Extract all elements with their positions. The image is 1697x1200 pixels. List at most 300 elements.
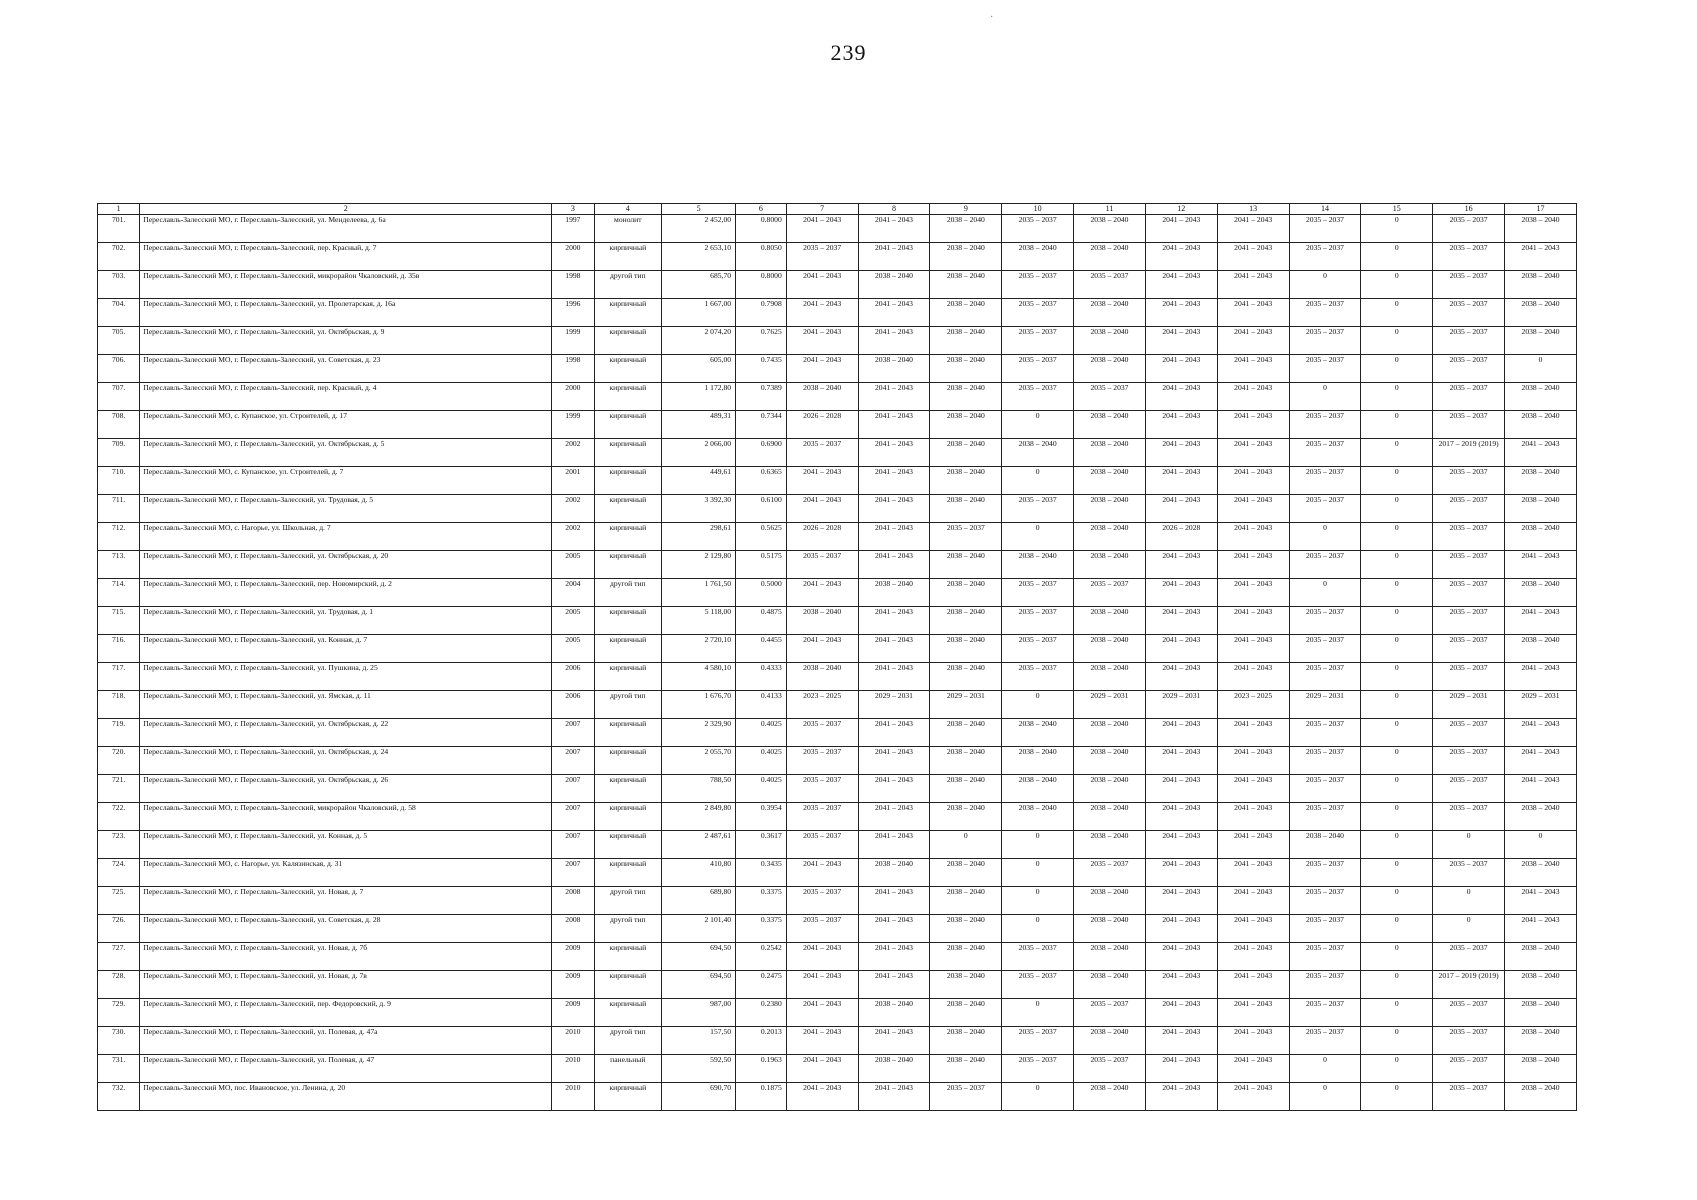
table-cell: 0 bbox=[1505, 355, 1577, 383]
table-cell: 0 bbox=[1361, 551, 1433, 579]
table-cell: 2035 – 2037 bbox=[1002, 971, 1074, 999]
table-cell: 2007 bbox=[552, 747, 594, 775]
table-cell: 2038 – 2040 bbox=[858, 1055, 930, 1083]
column-number-cell: 8 bbox=[858, 204, 930, 215]
column-number-cell: 11 bbox=[1074, 204, 1146, 215]
table-cell: кирпичный bbox=[594, 635, 662, 663]
table-cell: 690,70 bbox=[662, 1083, 736, 1111]
table-cell: 449,61 bbox=[662, 467, 736, 495]
table-cell: 2041 – 2043 bbox=[1505, 243, 1577, 271]
table-cell: 2035 – 2037 bbox=[1074, 271, 1146, 299]
row-number-cell: 716. bbox=[98, 635, 140, 663]
table-cell: 0.6900 bbox=[736, 439, 787, 467]
table-cell: 2035 – 2037 bbox=[1433, 271, 1505, 299]
row-number-cell: 732. bbox=[98, 1083, 140, 1111]
table-cell: 2035 – 2037 bbox=[1433, 607, 1505, 635]
table-cell: 2041 – 2043 bbox=[1217, 1027, 1289, 1055]
table-cell: 2041 – 2043 bbox=[858, 663, 930, 691]
table-cell: 2038 – 2040 bbox=[1505, 859, 1577, 887]
table-cell: 2041 – 2043 bbox=[1217, 747, 1289, 775]
table-cell: 2038 – 2040 bbox=[1074, 803, 1146, 831]
table-cell: 2035 – 2037 bbox=[1289, 663, 1361, 691]
table-cell: 2038 – 2040 bbox=[1505, 1083, 1577, 1111]
address-cell: Переславль-Залесский МО, г. Переславль-Залесский, ул. Менделеева, д. 6а bbox=[140, 215, 552, 243]
table-cell: 2041 – 2043 bbox=[1145, 915, 1217, 943]
table-cell: 2038 – 2040 bbox=[786, 383, 858, 411]
table-cell: 0 bbox=[1002, 887, 1074, 915]
table-cell: 2038 – 2040 bbox=[1074, 831, 1146, 859]
table-cell: 2038 – 2040 bbox=[1074, 747, 1146, 775]
table-cell: 2035 – 2037 bbox=[1433, 355, 1505, 383]
address-cell: Переславль-Залесский МО, г. Переславль-Залесский, ул. Советская, д. 28 bbox=[140, 915, 552, 943]
table-cell: 2038 – 2040 bbox=[930, 215, 1002, 243]
table-cell: 2038 – 2040 bbox=[858, 579, 930, 607]
table-cell: кирпичный bbox=[594, 383, 662, 411]
row-number-cell: 703. bbox=[98, 271, 140, 299]
table-cell: 2029 – 2031 bbox=[858, 691, 930, 719]
table-cell: 2002 bbox=[552, 523, 594, 551]
table-cell: 2035 – 2037 bbox=[1289, 859, 1361, 887]
column-number-cell: 3 bbox=[552, 204, 594, 215]
row-number-cell: 714. bbox=[98, 579, 140, 607]
table-cell: 2035 – 2037 bbox=[1433, 747, 1505, 775]
table-row bbox=[98, 1083, 1577, 1111]
table-cell: 2041 – 2043 bbox=[858, 1083, 930, 1111]
table-cell: 2035 – 2037 bbox=[786, 831, 858, 859]
table-cell: 2041 – 2043 bbox=[1145, 215, 1217, 243]
address-cell: Переславль-Залесский МО, г. Переславль-Залесский, микрорайон Чкаловский, д. 35в bbox=[140, 271, 552, 299]
table-cell: 1997 bbox=[552, 215, 594, 243]
table-cell: 2041 – 2043 bbox=[1145, 719, 1217, 747]
table-cell: 2041 – 2043 bbox=[858, 915, 930, 943]
table-cell: 2 101,40 bbox=[662, 915, 736, 943]
table-cell: 1 761,50 bbox=[662, 579, 736, 607]
table-cell: 0 bbox=[1361, 355, 1433, 383]
table-cell: 2041 – 2043 bbox=[1145, 299, 1217, 327]
table-cell: 2 487,61 bbox=[662, 831, 736, 859]
row-number-cell: 715. bbox=[98, 607, 140, 635]
column-number-cell: 6 bbox=[736, 204, 787, 215]
row-number-cell: 728. bbox=[98, 971, 140, 999]
table-cell: 2041 – 2043 bbox=[1505, 439, 1577, 467]
table-cell: другой тип bbox=[594, 915, 662, 943]
table-cell: 2038 – 2040 bbox=[1074, 551, 1146, 579]
table-cell: 2041 – 2043 bbox=[1217, 775, 1289, 803]
table-cell: 2035 – 2037 bbox=[1289, 635, 1361, 663]
table-cell: 2041 – 2043 bbox=[1145, 1055, 1217, 1083]
table-row bbox=[98, 663, 1577, 691]
table-cell: 2038 – 2040 bbox=[1074, 299, 1146, 327]
table-cell: 2 849,80 bbox=[662, 803, 736, 831]
table-cell: 2041 – 2043 bbox=[858, 831, 930, 859]
table-cell: кирпичный bbox=[594, 411, 662, 439]
table-cell: 0 bbox=[1361, 411, 1433, 439]
table-cell: 2035 – 2037 bbox=[1289, 943, 1361, 971]
address-cell: Переславль-Залесский МО, г. Переславль-Залесский, ул. Полевая, д. 47 bbox=[140, 1055, 552, 1083]
table-cell: 2038 – 2040 bbox=[1074, 1027, 1146, 1055]
table-cell: 2041 – 2043 bbox=[1217, 831, 1289, 859]
table-cell: 0 bbox=[1361, 635, 1433, 663]
table-cell: 2038 – 2040 bbox=[1002, 775, 1074, 803]
table-cell: 2035 – 2037 bbox=[1433, 579, 1505, 607]
table-cell: 2038 – 2040 bbox=[1505, 1055, 1577, 1083]
table-cell: 0.3435 bbox=[736, 859, 787, 887]
table-cell: 2038 – 2040 bbox=[1505, 467, 1577, 495]
table-cell: 2035 – 2037 bbox=[786, 803, 858, 831]
table-row bbox=[98, 271, 1577, 299]
table-cell: 2035 – 2037 bbox=[1433, 299, 1505, 327]
table-cell: 2035 – 2037 bbox=[1433, 327, 1505, 355]
address-cell: Переславль-Залесский МО, г. Переславль-Залесский, ул. Октябрьская, д. 26 bbox=[140, 775, 552, 803]
table-cell: 2035 – 2037 bbox=[1289, 411, 1361, 439]
table-cell: 0 bbox=[1361, 831, 1433, 859]
table-cell: 2001 bbox=[552, 467, 594, 495]
table-cell: 0.2380 bbox=[736, 999, 787, 1027]
table-cell: 0.4133 bbox=[736, 691, 787, 719]
table-cell: 2038 – 2040 bbox=[1505, 579, 1577, 607]
table-cell: 0 bbox=[1361, 1083, 1433, 1111]
table-cell: кирпичный bbox=[594, 243, 662, 271]
table-cell: 2038 – 2040 bbox=[1074, 411, 1146, 439]
table-cell: 2035 – 2037 bbox=[1433, 859, 1505, 887]
table-cell: 2005 bbox=[552, 635, 594, 663]
address-cell: Переславль-Залесский МО, г. Переславль-Залесский, ул. Новая, д. 7в bbox=[140, 971, 552, 999]
table-cell: 1996 bbox=[552, 299, 594, 327]
table-cell: 2041 – 2043 bbox=[1217, 355, 1289, 383]
table-cell: 2035 – 2037 bbox=[1002, 635, 1074, 663]
table-cell: 2035 – 2037 bbox=[1002, 355, 1074, 383]
table-cell: 0 bbox=[1361, 691, 1433, 719]
table-cell: 2017 – 2019 (2019) bbox=[1433, 971, 1505, 999]
table-cell: 2041 – 2043 bbox=[786, 215, 858, 243]
table-cell: 0 bbox=[1361, 579, 1433, 607]
table-cell: 2041 – 2043 bbox=[786, 495, 858, 523]
column-number-cell: 5 bbox=[662, 204, 736, 215]
table-cell: 2041 – 2043 bbox=[858, 467, 930, 495]
table-row bbox=[98, 523, 1577, 551]
table-cell: 0 bbox=[1289, 579, 1361, 607]
table-cell: 2041 – 2043 bbox=[786, 1083, 858, 1111]
table-cell: 2038 – 2040 bbox=[1505, 999, 1577, 1027]
table-cell: 2035 – 2037 bbox=[1289, 215, 1361, 243]
table-cell: 0.5625 bbox=[736, 523, 787, 551]
table-cell: 2041 – 2043 bbox=[1145, 663, 1217, 691]
table-cell: 2041 – 2043 bbox=[1145, 831, 1217, 859]
table-cell: 2023 – 2025 bbox=[786, 691, 858, 719]
column-number-cell: 15 bbox=[1361, 204, 1433, 215]
table-cell: 2038 – 2040 bbox=[930, 999, 1002, 1027]
table-cell: 2041 – 2043 bbox=[1217, 971, 1289, 999]
table-cell: кирпичный bbox=[594, 803, 662, 831]
table-cell: 2035 – 2037 bbox=[1002, 607, 1074, 635]
table-cell: 0 bbox=[1361, 1027, 1433, 1055]
table-cell: 2038 – 2040 bbox=[1074, 915, 1146, 943]
table-row bbox=[98, 299, 1577, 327]
address-cell: Переславль-Залесский МО, г. Переславль-Залесский, ул. Трудовая, д. 5 bbox=[140, 495, 552, 523]
table-cell: 2038 – 2040 bbox=[930, 635, 1002, 663]
table-cell: 2041 – 2043 bbox=[1145, 579, 1217, 607]
address-cell: Переславль-Залесский МО, г. Переславль-Залесский, ул. Ямская, д. 11 bbox=[140, 691, 552, 719]
table-cell: 0.4333 bbox=[736, 663, 787, 691]
table-cell: 2035 – 2037 bbox=[1433, 1083, 1505, 1111]
table-cell: 2038 – 2040 bbox=[1505, 803, 1577, 831]
table-cell: 0 bbox=[1361, 243, 1433, 271]
table-row bbox=[98, 1027, 1577, 1055]
table-cell: 685,70 bbox=[662, 271, 736, 299]
table-cell: 2041 – 2043 bbox=[858, 383, 930, 411]
address-cell: Переславль-Залесский МО, с. Купанское, ул. Строителей, д. 7 bbox=[140, 467, 552, 495]
address-cell: Переславль-Залесский МО, г. Переславль-Залесский, ул. Конная, д. 5 bbox=[140, 831, 552, 859]
table-row bbox=[98, 607, 1577, 635]
table-cell: 0 bbox=[1361, 719, 1433, 747]
table-cell: 2041 – 2043 bbox=[858, 215, 930, 243]
table-cell: 2035 – 2037 bbox=[1289, 775, 1361, 803]
table-cell: 2035 – 2037 bbox=[1433, 775, 1505, 803]
table-cell: 2038 – 2040 bbox=[1002, 719, 1074, 747]
table-cell: 2038 – 2040 bbox=[1505, 215, 1577, 243]
table-cell: 0 bbox=[1289, 271, 1361, 299]
address-cell: Переславль-Залесский МО, г. Переславль-Залесский, ул. Новая, д. 7б bbox=[140, 943, 552, 971]
table-cell: 2035 – 2037 bbox=[1289, 355, 1361, 383]
table-cell: 2009 bbox=[552, 999, 594, 1027]
table-cell: 2041 – 2043 bbox=[1145, 467, 1217, 495]
column-number-cell: 14 bbox=[1289, 204, 1361, 215]
table-cell: 2038 – 2040 bbox=[1505, 299, 1577, 327]
table-cell: 1 676,70 bbox=[662, 691, 736, 719]
table-cell: 0.6100 bbox=[736, 495, 787, 523]
table-cell: 2035 – 2037 bbox=[1002, 1055, 1074, 1083]
table-cell: 2038 – 2040 bbox=[930, 803, 1002, 831]
table-cell: 2038 – 2040 bbox=[1074, 243, 1146, 271]
row-number-cell: 702. bbox=[98, 243, 140, 271]
table-cell: 0 bbox=[1361, 943, 1433, 971]
table-cell: 2038 – 2040 bbox=[930, 495, 1002, 523]
table-cell: 2041 – 2043 bbox=[858, 411, 930, 439]
table-cell: 2038 – 2040 bbox=[1074, 327, 1146, 355]
row-number-cell: 705. bbox=[98, 327, 140, 355]
table-cell: кирпичный bbox=[594, 355, 662, 383]
table-cell: 2041 – 2043 bbox=[1217, 1055, 1289, 1083]
table-cell: 2035 – 2037 bbox=[1289, 495, 1361, 523]
table-cell: 788,50 bbox=[662, 775, 736, 803]
table-cell: 2041 – 2043 bbox=[1145, 747, 1217, 775]
table-cell: 2041 – 2043 bbox=[1217, 551, 1289, 579]
table-cell: 2002 bbox=[552, 495, 594, 523]
row-number-cell: 710. bbox=[98, 467, 140, 495]
table-cell: 2041 – 2043 bbox=[1145, 271, 1217, 299]
table-cell: 1 172,80 bbox=[662, 383, 736, 411]
table-cell: 2041 – 2043 bbox=[1217, 271, 1289, 299]
table-cell: 0.5000 bbox=[736, 579, 787, 607]
table-cell: 2 074,20 bbox=[662, 327, 736, 355]
table-cell: 2029 – 2031 bbox=[1505, 691, 1577, 719]
table-cell: 2035 – 2037 bbox=[786, 747, 858, 775]
table-cell: 2035 – 2037 bbox=[1002, 495, 1074, 523]
table-cell: 1999 bbox=[552, 327, 594, 355]
table-cell: 2035 – 2037 bbox=[1289, 607, 1361, 635]
table-cell: 2038 – 2040 bbox=[1289, 831, 1361, 859]
table-cell: 2038 – 2040 bbox=[1074, 775, 1146, 803]
table-cell: 2041 – 2043 bbox=[1217, 215, 1289, 243]
table-cell: 2035 – 2037 bbox=[1002, 579, 1074, 607]
table-cell: 2038 – 2040 bbox=[1074, 607, 1146, 635]
table-cell: кирпичный bbox=[594, 299, 662, 327]
address-cell: Переславль-Залесский МО, г. Переславль-Залесский, ул. Октябрьская, д. 24 bbox=[140, 747, 552, 775]
address-cell: Переславль-Залесский МО, г. Переславль-Залесский, ул. Октябрьская, д. 5 bbox=[140, 439, 552, 467]
table-cell: 2035 – 2037 bbox=[1433, 495, 1505, 523]
table-cell: 2026 – 2028 bbox=[1145, 523, 1217, 551]
table-cell: 2041 – 2043 bbox=[858, 971, 930, 999]
table-cell: 2041 – 2043 bbox=[1217, 467, 1289, 495]
table-cell: 0.8000 bbox=[736, 271, 787, 299]
table-cell: 2041 – 2043 bbox=[858, 635, 930, 663]
address-cell: Переславль-Залесский МО, г. Переславль-Залесский, микрорайон Чкаловский, д. 58 bbox=[140, 803, 552, 831]
table-cell: 2041 – 2043 bbox=[1145, 1027, 1217, 1055]
table-cell: 2038 – 2040 bbox=[1074, 355, 1146, 383]
table-cell: 0 bbox=[1361, 495, 1433, 523]
table-cell: 2041 – 2043 bbox=[786, 327, 858, 355]
table-cell: 2000 bbox=[552, 383, 594, 411]
row-number-cell: 730. bbox=[98, 1027, 140, 1055]
table-cell: кирпичный bbox=[594, 1083, 662, 1111]
table-cell: 2035 – 2037 bbox=[1433, 523, 1505, 551]
address-cell: Переславль-Залесский МО, г. Переславль-Залесский, ул. Октябрьская, д. 9 bbox=[140, 327, 552, 355]
table-cell: 2038 – 2040 bbox=[858, 355, 930, 383]
table-cell: 2038 – 2040 bbox=[930, 271, 1002, 299]
table-cell: 2 329,90 bbox=[662, 719, 736, 747]
table-cell: 2035 – 2037 bbox=[1433, 1055, 1505, 1083]
table-cell: 2038 – 2040 bbox=[1074, 663, 1146, 691]
table-cell: кирпичный bbox=[594, 859, 662, 887]
table-cell: 2041 – 2043 bbox=[1145, 355, 1217, 383]
table-cell: 0.3375 bbox=[736, 887, 787, 915]
row-number-cell: 717. bbox=[98, 663, 140, 691]
table-cell: 2038 – 2040 bbox=[1074, 971, 1146, 999]
table-cell: 2035 – 2037 bbox=[1002, 663, 1074, 691]
address-cell: Переславль-Залесский МО, г. Переславль-Залесский, пер. Красный, д. 4 bbox=[140, 383, 552, 411]
table-cell: 2038 – 2040 bbox=[930, 887, 1002, 915]
table-cell: 2038 – 2040 bbox=[1505, 271, 1577, 299]
housing-registry-table bbox=[97, 203, 1577, 1111]
table-cell: 2041 – 2043 bbox=[786, 859, 858, 887]
table-cell: 2038 – 2040 bbox=[1002, 551, 1074, 579]
table-cell: 0 bbox=[1361, 523, 1433, 551]
table-row bbox=[98, 355, 1577, 383]
table-cell: 2038 – 2040 bbox=[1074, 635, 1146, 663]
table-cell: 2041 – 2043 bbox=[1505, 663, 1577, 691]
table-cell: 0 bbox=[1002, 467, 1074, 495]
table-cell: 2035 – 2037 bbox=[1433, 943, 1505, 971]
table-cell: 2009 bbox=[552, 943, 594, 971]
table-cell: 0.1875 bbox=[736, 1083, 787, 1111]
table-cell: 2 720,10 bbox=[662, 635, 736, 663]
table-cell: 2035 – 2037 bbox=[1289, 299, 1361, 327]
table-cell: другой тип bbox=[594, 271, 662, 299]
table-cell: 2035 – 2037 bbox=[1289, 551, 1361, 579]
table-cell: 2038 – 2040 bbox=[1505, 383, 1577, 411]
table-cell: 2041 – 2043 bbox=[1217, 859, 1289, 887]
address-cell: Переславль-Залесский МО, г. Переславль-Залесский, пер. Новомирский, д. 2 bbox=[140, 579, 552, 607]
table-cell: 0 bbox=[930, 831, 1002, 859]
table-cell: 0.4025 bbox=[736, 719, 787, 747]
table-cell: 2035 – 2037 bbox=[930, 1083, 1002, 1111]
row-number-cell: 721. bbox=[98, 775, 140, 803]
table-cell: 2038 – 2040 bbox=[786, 607, 858, 635]
address-cell: Переславль-Залесский МО, с. Нагорье, ул. Школьная, д. 7 bbox=[140, 523, 552, 551]
table-cell: 2038 – 2040 bbox=[930, 551, 1002, 579]
table-cell: 2038 – 2040 bbox=[930, 439, 1002, 467]
table-cell: 2035 – 2037 bbox=[1433, 719, 1505, 747]
table-cell: 2035 – 2037 bbox=[1289, 887, 1361, 915]
row-number-cell: 701. bbox=[98, 215, 140, 243]
table-cell: 0 bbox=[1361, 859, 1433, 887]
table-cell: 0 bbox=[1002, 1083, 1074, 1111]
table-cell: 2035 – 2037 bbox=[1289, 1027, 1361, 1055]
table-cell: 2035 – 2037 bbox=[786, 887, 858, 915]
table-row bbox=[98, 411, 1577, 439]
table-cell: 2 055,70 bbox=[662, 747, 736, 775]
address-cell: Переславль-Залесский МО, г. Переславль-Залесский, пер. Федоровский, д. 9 bbox=[140, 999, 552, 1027]
table-cell: 2017 – 2019 (2019) bbox=[1433, 439, 1505, 467]
table-cell: 2038 – 2040 bbox=[930, 1027, 1002, 1055]
table-cell: 0 bbox=[1361, 383, 1433, 411]
table-cell: 1999 bbox=[552, 411, 594, 439]
table-cell: 2041 – 2043 bbox=[1217, 495, 1289, 523]
row-number-cell: 729. bbox=[98, 999, 140, 1027]
table-cell: 489,31 bbox=[662, 411, 736, 439]
table-cell: 2041 – 2043 bbox=[1217, 439, 1289, 467]
table-cell: 2041 – 2043 bbox=[1217, 383, 1289, 411]
table-cell: 2038 – 2040 bbox=[858, 271, 930, 299]
table-cell: 2041 – 2043 bbox=[858, 775, 930, 803]
table-cell: 2041 – 2043 bbox=[858, 243, 930, 271]
row-number-cell: 731. bbox=[98, 1055, 140, 1083]
address-cell: Переславль-Залесский МО, с. Купанское, ул. Строителей, д. 17 bbox=[140, 411, 552, 439]
table-cell: 2035 – 2037 bbox=[1433, 1027, 1505, 1055]
table-cell: 2035 – 2037 bbox=[1433, 243, 1505, 271]
table-cell: 2035 – 2037 bbox=[1002, 299, 1074, 327]
table-cell: 2041 – 2043 bbox=[1145, 1083, 1217, 1111]
table-row bbox=[98, 719, 1577, 747]
table-cell: 2038 – 2040 bbox=[786, 663, 858, 691]
address-cell: Переславль-Залесский МО, г. Переславль-Залесский, ул. Пролетарская, д. 16а bbox=[140, 299, 552, 327]
table-cell: 0.2475 bbox=[736, 971, 787, 999]
table-cell: кирпичный bbox=[594, 467, 662, 495]
column-number-cell: 1 bbox=[98, 204, 140, 215]
table-cell: 2038 – 2040 bbox=[858, 999, 930, 1027]
table-cell: 2041 – 2043 bbox=[1217, 915, 1289, 943]
row-number-cell: 712. bbox=[98, 523, 140, 551]
table-cell: 2038 – 2040 bbox=[930, 383, 1002, 411]
table-row bbox=[98, 215, 1577, 243]
table-cell: 2041 – 2043 bbox=[786, 1027, 858, 1055]
table-cell: 694,50 bbox=[662, 943, 736, 971]
table-cell: 2038 – 2040 bbox=[1505, 1027, 1577, 1055]
row-number-cell: 709. bbox=[98, 439, 140, 467]
table-cell: 2 129,80 bbox=[662, 551, 736, 579]
table-cell: 0 bbox=[1361, 999, 1433, 1027]
table-cell: 2038 – 2040 bbox=[930, 355, 1002, 383]
table-cell: 2026 – 2028 bbox=[786, 411, 858, 439]
table-cell: 2038 – 2040 bbox=[1074, 467, 1146, 495]
table-cell: 0 bbox=[1433, 915, 1505, 943]
table-cell: 2038 – 2040 bbox=[1074, 719, 1146, 747]
page-number: 239 bbox=[830, 40, 867, 65]
table-cell: 2035 – 2037 bbox=[1289, 439, 1361, 467]
table-cell: 2041 – 2043 bbox=[786, 467, 858, 495]
table-cell: 0 bbox=[1361, 663, 1433, 691]
table-row bbox=[98, 887, 1577, 915]
